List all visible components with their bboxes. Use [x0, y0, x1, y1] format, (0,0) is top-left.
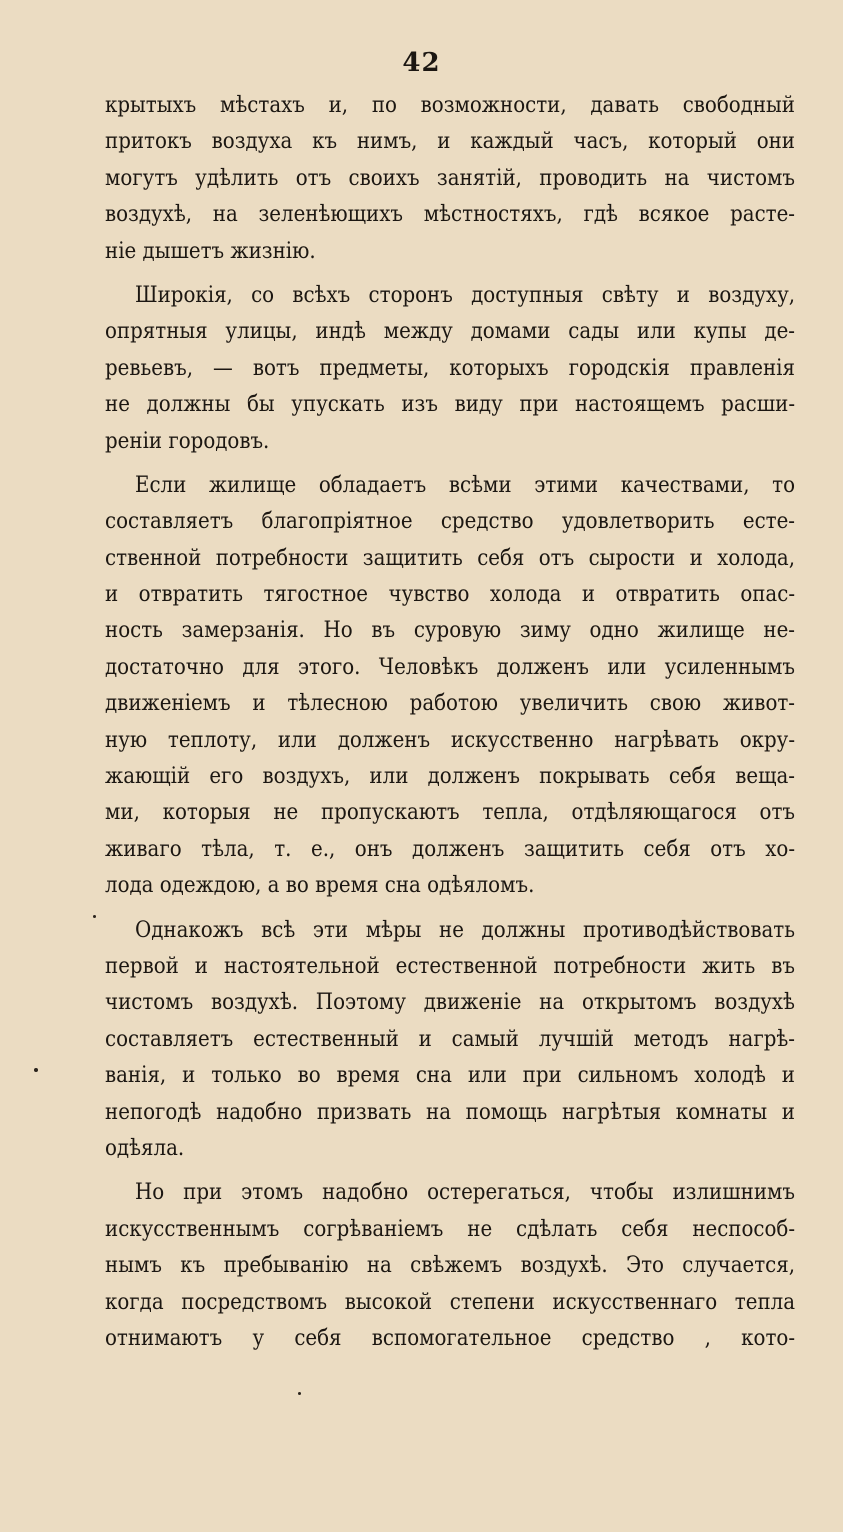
body-text	[105, 88, 795, 1365]
paragraph	[105, 278, 795, 460]
text-line: ванія, и только во время сна или при сильномъ холодѣ и	[105, 1063, 795, 1089]
text-line: крытыхъ мѣстахъ и, по возможности, давать свободный	[105, 93, 795, 118]
text-line: воздухѣ, на зеленѣющихъ мѣстностяхъ, гдѣ всякое расте-	[105, 202, 795, 228]
text-line: реніи городовъ.	[105, 428, 270, 454]
text-line: и отвратить тягостное чувство холода и отвратить опас-	[105, 582, 795, 608]
text-line: ность замерзанія. Но въ суровую зиму одно жилище не-	[105, 618, 795, 644]
paragraph	[105, 1175, 795, 1357]
text-line: живаго тѣла, т. е., онъ долженъ защитить себя отъ хо-	[105, 836, 795, 862]
text-line: ревьевъ, — вотъ предметы, которыхъ городскія правленія	[105, 355, 795, 381]
text-line: ніе дышетъ жизнію.	[105, 238, 316, 264]
text-line: могутъ удѣлить отъ своихъ занятій, проводить на чистомъ	[105, 165, 795, 191]
text-line: искусственнымъ согрѣваніемъ не сдѣлать себя неспособ-	[105, 1216, 795, 1242]
ink-speck	[298, 1392, 301, 1395]
text-line: одѣяла.	[105, 1135, 185, 1161]
text-line: чистомъ воздухѣ. Поэтому движеніе на открытомъ воздухѣ	[105, 990, 795, 1016]
text-line: не должны бы упускать изъ виду при настоящемъ расши-	[105, 392, 795, 418]
text-line: когда посредствомъ высокой степени искусственнаго тепла	[105, 1289, 795, 1315]
text-line: отнимаютъ у себя вспомогательное средство , кото-	[105, 1325, 795, 1351]
paragraph	[105, 913, 795, 1168]
text-line: притокъ воздуха къ нимъ, и каждый часъ, который они	[105, 129, 795, 155]
paragraph	[105, 468, 795, 905]
text-line: жающій его воздухъ, или долженъ покрывать себя веща-	[105, 764, 795, 790]
text-line: достаточно для этого. Человѣкъ долженъ или усиленнымъ	[105, 654, 795, 680]
text-line: Широкія, со всѣхъ сторонъ доступныя свѣту и воздуху,	[135, 282, 795, 308]
text-line: непогодѣ надобно призвать на помощь нагрѣтыя комнаты и	[105, 1099, 795, 1125]
text-line: Однакожъ всѣ эти мѣры не должны противодѣйствовать	[135, 917, 795, 943]
paragraph	[105, 88, 795, 270]
ink-speck	[34, 1068, 38, 1072]
text-line: движеніемъ и тѣлесною работою увеличить свою живот-	[105, 691, 795, 717]
ink-speck	[93, 915, 96, 918]
text-line: Если жилище обладаетъ всѣми этими качествами, то	[135, 472, 795, 498]
page-number: 42	[402, 48, 441, 78]
text-line: лода одеждою, а во время сна одѣяломъ.	[105, 873, 535, 899]
text-line: составляетъ благопріятное средство удовлетворить есте-	[105, 509, 795, 535]
text-line: ственной потребности защитить себя отъ сырости и холода,	[105, 545, 795, 571]
text-line: ную теплоту, или долженъ искусственно нагрѣвать окру-	[105, 727, 795, 753]
text-line: первой и настоятельной естественной потребности жить въ	[105, 953, 795, 979]
text-line: ми, которыя не пропускаютъ тепла, отдѣляющагося отъ	[105, 800, 795, 826]
text-line: нымъ къ пребыванію на свѣжемъ воздухѣ. Это случается,	[105, 1253, 795, 1279]
text-line: составляетъ естественный и самый лучшій методъ нагрѣ-	[105, 1026, 795, 1052]
text-line: опрятныя улицы, индѣ между домами сады или купы де-	[105, 319, 795, 345]
text-line: Но при этомъ надобно остерегаться, чтобы излишнимъ	[135, 1180, 795, 1206]
